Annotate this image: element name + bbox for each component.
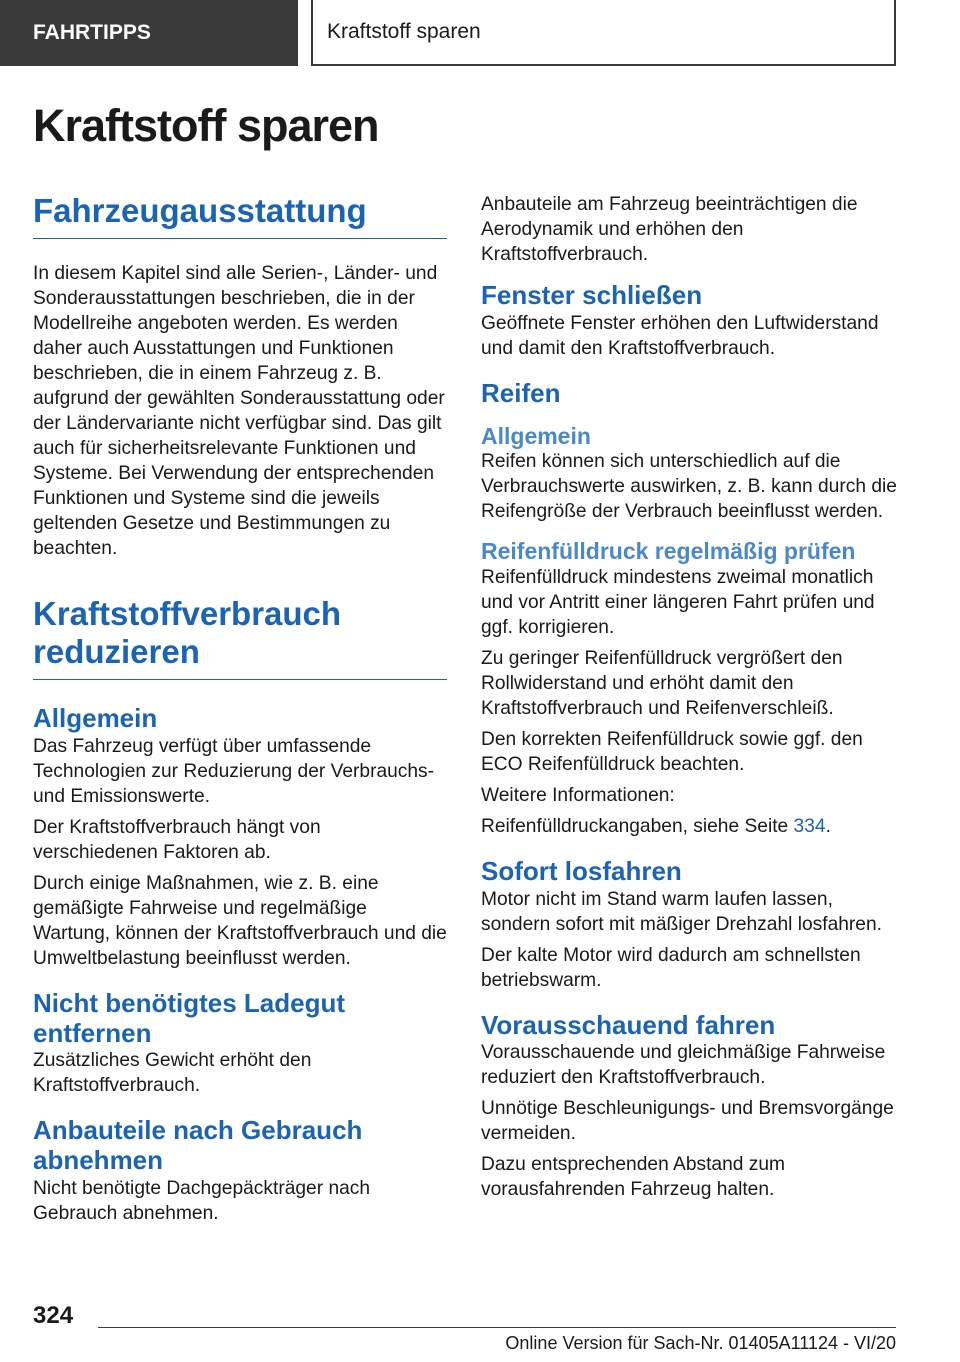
left-column [33, 192, 447, 1232]
right-column [481, 192, 899, 1208]
paragraph-reifendruck-3: Den korrekten Reifenfülldruck sowie ggf. den ECO Reifenfülldruck beachten. [481, 728, 863, 775]
page-link-334[interactable]: 334 [793, 815, 826, 837]
heading-reifendruck: Reifenfülldruck regelmäßig prüfen [481, 538, 856, 565]
paragraph-voraus-3: Dazu entsprechenden Abstand zum vorausfahrenden Fahrzeug halten. [481, 1154, 786, 1201]
paragraph-losfahren-2: Der kalte Motor wird dadurch am schnellsten betriebswarm. [481, 944, 861, 991]
paragraph-fenster: Geöffnete Fenster erhöhen den Luftwiderstand und damit den Kraftstoffverbrauch. [481, 312, 879, 359]
paragraph-reifendruck-4: Weitere Informationen: [481, 784, 675, 806]
heading-anbauteile: Anbauteile nach Gebrauch abnehmen [33, 1115, 363, 1176]
paragraph-voraus-1: Vorausschauende und gleichmäßige Fahrweise reduziert den Kraftstoffverbrauch. [481, 1042, 886, 1089]
paragraph-voraus-2: Unnötige Beschleunigungs- und Bremsvorgänge vermeiden. [481, 1098, 894, 1145]
header-topic: Kraftstoff sparen [311, 0, 896, 66]
paragraph-ausstattung: In diesem Kapitel sind alle Serien-, Länder- und Sonderausstattungen beschrieben, die in der Modellreihe angeboten werden. Es werden daher auch Ausstattungen und Funktionen beschrieben, die in einem Fahrzeug z. B. aufgrund der gewählten Sonderausstattung oder der Ländervariante nicht verfügbar sind. Das gilt auch für sicherheitsrelevante Funktionen und Systeme. Bei Verwendung der entsprechenden Funktionen und Systeme sind die jeweils geltenden Gesetze und Bestimmungen zu beachten. [33, 262, 445, 559]
heading-vorausschauend: Vorausschauend fahren [481, 1009, 776, 1040]
header-section: FAHRTIPPS [0, 0, 298, 66]
paragraph-reifendruck-2: Zu geringer Reifenfülldruck vergrößert den Rollwiderstand und erhöht damit den Kraftstoffverbrauch und Reifenverschleiß. [481, 647, 843, 719]
paragraph-reifendruck-1: Reifenfülldruck mindestens zweimal monatlich und vor Antritt einer längeren Fahrt prüfen und ggf. korrigieren. [481, 566, 875, 638]
heading-reifen: Reifen [481, 377, 561, 408]
footer-version: Online Version für Sach-Nr. 01405A11124 - VI/20 [505, 1333, 896, 1353]
heading-fahrzeugausstattung: Fahrzeugausstattung [33, 192, 447, 239]
paragraph-allgemein-2: Der Kraftstoffverbrauch hängt von verschiedenen Faktoren ab. [33, 816, 321, 863]
heading-losfahren: Sofort losfahren [481, 855, 682, 886]
heading-ladegut: Nicht benötigtes Ladegut entfernen [33, 987, 345, 1048]
paragraph-allgemein-1: Das Fahrzeug verfügt über umfassende Technologien zur Reduzierung der Verbrauchs- und Emissionswerte. [33, 735, 435, 807]
paragraph-losfahren-1: Motor nicht im Stand warm laufen lassen, sondern sofort mit mäßiger Drehzahl losfahren. [481, 888, 882, 935]
paragraph-anbauteile: Nicht benötigte Dachgepäckträger nach Gebrauch abnehmen. [33, 1178, 371, 1225]
paragraph-reifen-allgemein: Reifen können sich unterschiedlich auf die Verbrauchswerte auswirken, z. B. kann durch die Reifengröße der Verbrauch beeinflusst werden. [481, 451, 897, 523]
page-number: 324 [33, 1302, 74, 1329]
reference-text: Reifenfülldruckangaben, siehe Seite [481, 815, 794, 837]
paragraph-allgemein-3: Durch einige Maßnahmen, wie z. B. eine gemäßigte Fahrweise und regelmäßige Wartung, können der Kraftstoffverbrauch und die Umweltbelastung beeinflusst werden. [33, 872, 447, 969]
page-title: Kraftstoff sparen [33, 100, 379, 151]
period: . [825, 815, 831, 837]
paragraph-anbauteile-2: Anbauteile am Fahrzeug beeinträchtigen die Aerodynamik und erhöhen den Kraftstoffverbrauch. [481, 194, 858, 265]
heading-reifen-allgemein: Allgemein [481, 422, 591, 449]
paragraph-reifendruck-5 [481, 814, 899, 839]
heading-kraftstoffverbrauch: Kraftstoffverbrauch reduzieren [33, 595, 447, 680]
footer-divider [98, 1327, 896, 1328]
heading-fenster: Fenster schließen [481, 280, 703, 310]
heading-allgemein: Allgemein [33, 702, 158, 733]
paragraph-ladegut: Zusätzliches Gewicht erhöht den Kraftstoffverbrauch. [33, 1050, 312, 1097]
